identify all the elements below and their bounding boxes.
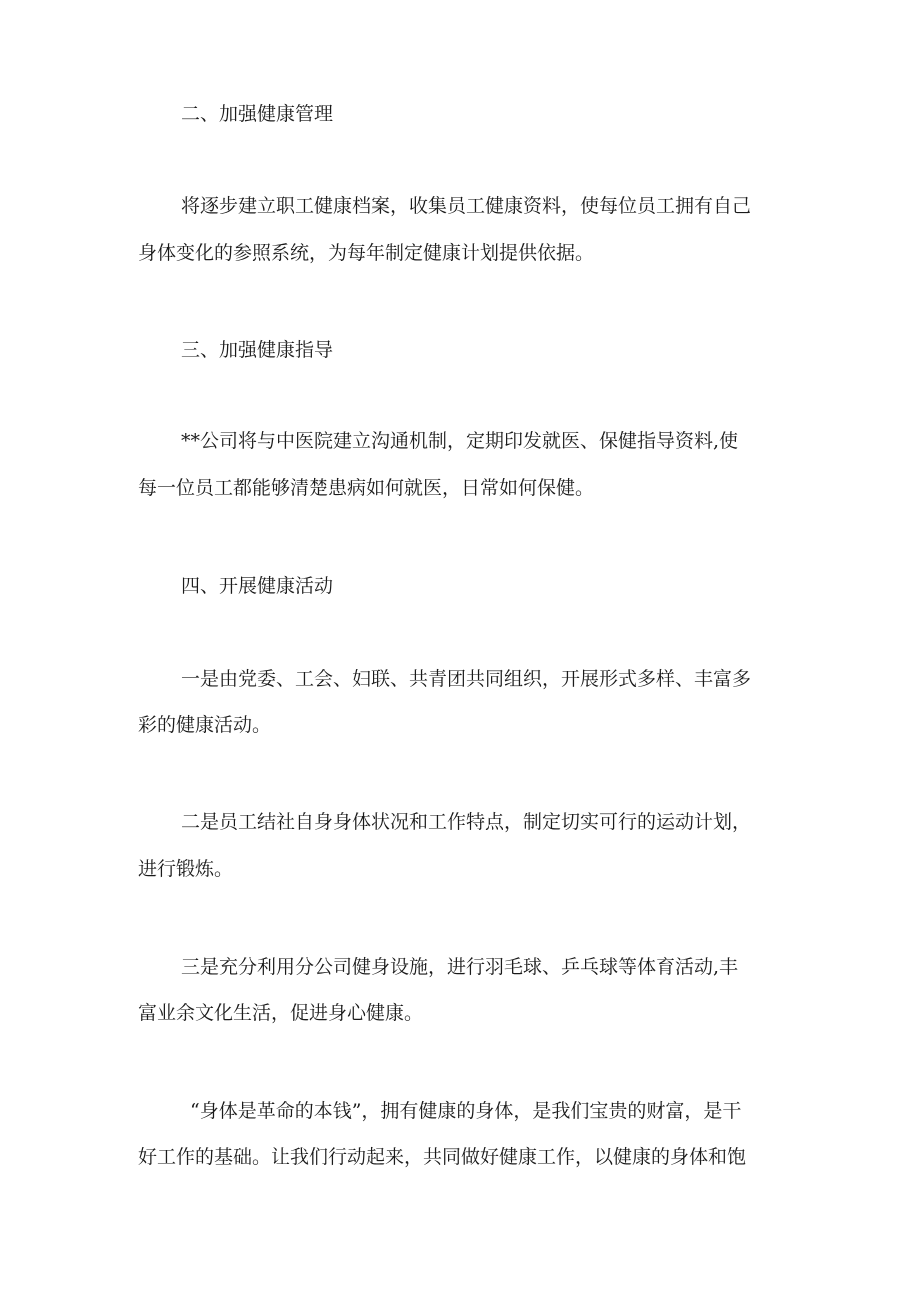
section-heading-health-guidance: 三、加强健康指导	[181, 339, 334, 361]
paragraph-line: 一是由党委、工会、妇联、共青团共同组织，开展形式多样、丰富多	[181, 668, 752, 690]
paragraph-line: **公司将与中医院建立沟通机制，定期印发就医、保健指导资料,使	[181, 430, 739, 452]
paragraph-line: 进行锻炼。	[138, 858, 234, 880]
paragraph-line: 二是员工结社自身身体状况和工作特点，制定切实可行的运动计划，	[181, 811, 752, 833]
paragraph-line: 三是充分利用分公司健身设施，进行羽毛球、乒乓球等体育活动,丰	[181, 956, 739, 978]
paragraph-line: 富业余文化生活，促进身心健康。	[138, 1002, 424, 1024]
paragraph-line: 好工作的基础。让我们行动起来，共同做好健康工作，以健康的身体和饱	[138, 1146, 747, 1168]
section-heading-health-management: 二、加强健康管理	[181, 103, 334, 125]
paragraph-line: “身体是革命的本钱”，拥有健康的身体，是我们宝贵的财富，是干	[190, 1100, 742, 1122]
paragraph-line: 将逐步建立职工健康档案，收集员工健康资料，使每位员工拥有自己	[181, 195, 752, 217]
section-heading-health-activities: 四、开展健康活动	[181, 575, 334, 597]
paragraph-line: 每一位员工都能够清楚患病如何就医，日常如何保健。	[138, 477, 595, 499]
paragraph-line: 身体变化的参照系统，为每年制定健康计划提供依据。	[138, 242, 595, 264]
paragraph-line: 彩的健康活动。	[138, 714, 272, 736]
